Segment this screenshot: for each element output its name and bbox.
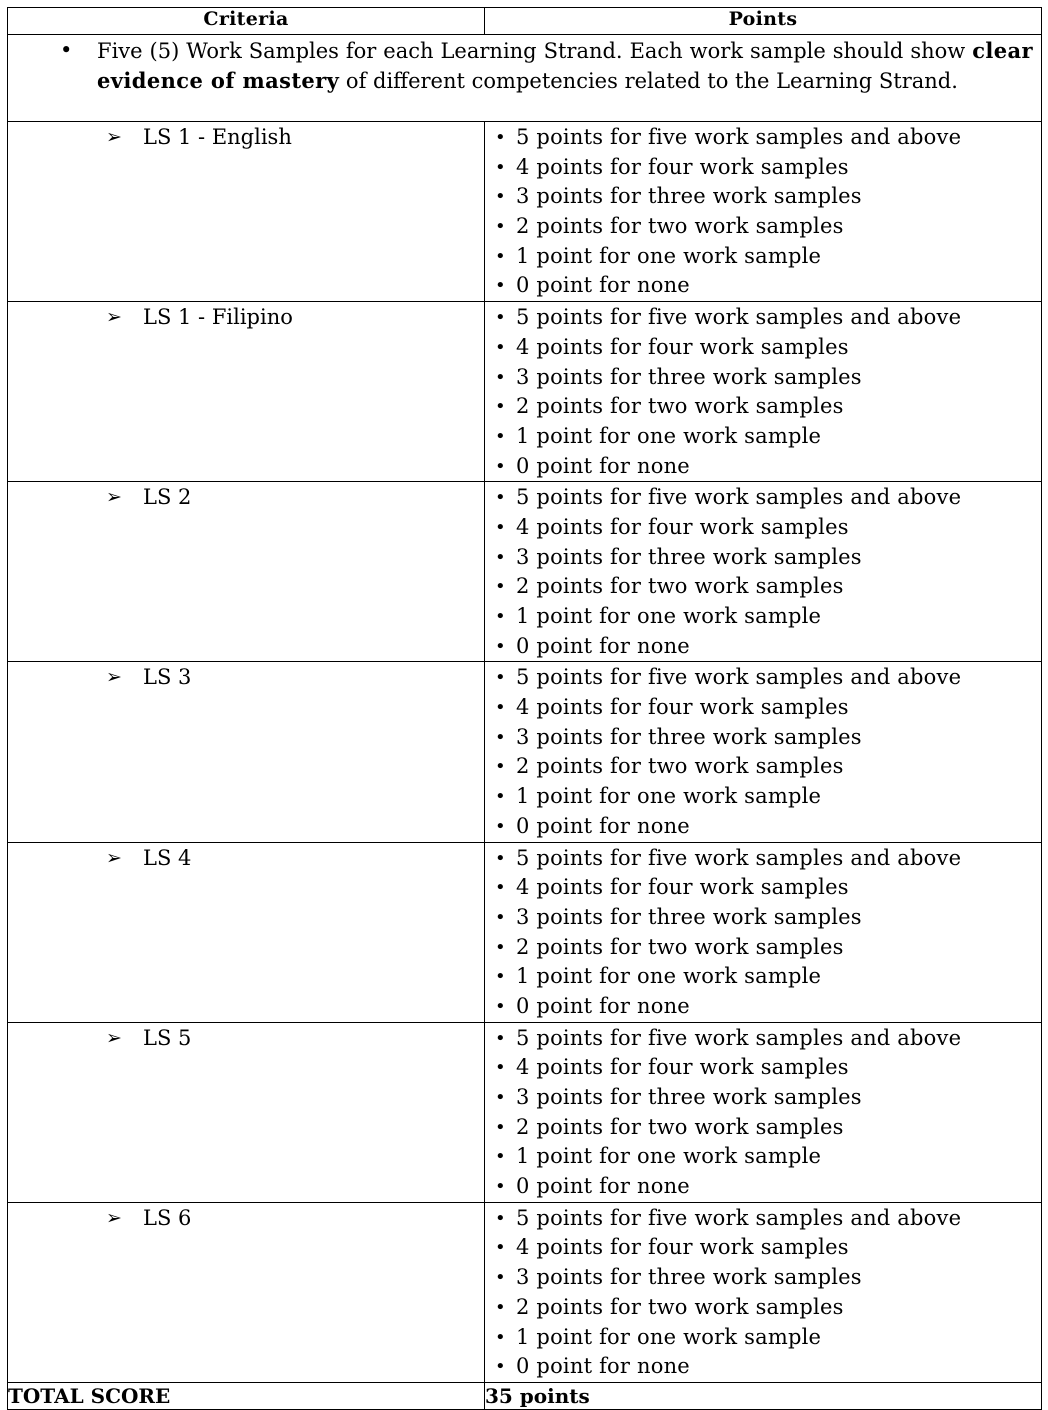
total-score-label: TOTAL SCORE (8, 1382, 485, 1409)
points-item (485, 602, 1041, 632)
points-item (485, 333, 1041, 363)
points-item (485, 1083, 1041, 1113)
points-item (485, 543, 1041, 573)
arrow-bullet-icon: ➢ (106, 306, 122, 329)
points-text: 0 point for none (516, 453, 690, 478)
points-cell (485, 122, 1042, 302)
bullet-icon: • (495, 1356, 506, 1378)
points-item (485, 812, 1041, 842)
arrow-bullet-icon: ➢ (106, 126, 122, 148)
bullet-icon: • (495, 275, 506, 297)
bullet-icon: • (495, 667, 506, 689)
bullet-icon: • (60, 38, 73, 62)
bullet-icon: • (495, 245, 506, 267)
criteria-header: Criteria (8, 8, 485, 35)
points-text: 2 points for two work samples (516, 1294, 844, 1319)
intro-text-bold: clear evidence of mastery (97, 38, 1033, 93)
criteria-label: LS 6 (143, 1205, 192, 1230)
bullet-icon: • (495, 1237, 506, 1259)
bullet-icon: • (495, 366, 506, 388)
points-cell (485, 482, 1042, 662)
points-text: 3 points for three work samples (516, 184, 862, 209)
points-text: 5 points for five work samples and above (516, 485, 962, 510)
criteria-cell (8, 302, 485, 482)
bullet-icon: • (495, 1146, 506, 1168)
points-text: 0 point for none (516, 813, 690, 838)
criteria-item (8, 843, 484, 873)
criteria-row (8, 302, 1042, 482)
points-item (485, 933, 1041, 963)
criteria-cell (8, 1202, 485, 1382)
points-text: 5 points for five work samples and above (516, 125, 962, 149)
bullet-icon: • (495, 847, 506, 869)
points-item (485, 422, 1041, 452)
points-cell (485, 1202, 1042, 1382)
bullet-icon: • (495, 936, 506, 958)
criteria-cell (8, 1022, 485, 1202)
bullet-icon: • (495, 1326, 506, 1348)
points-item (485, 182, 1041, 212)
bullet-icon: • (495, 156, 506, 178)
points-text: 3 points for three work samples (516, 904, 862, 929)
points-item (485, 663, 1041, 693)
points-item (485, 153, 1041, 183)
arrow-bullet-icon: ➢ (106, 486, 122, 509)
total-row (8, 1382, 1042, 1409)
bullet-icon: • (495, 726, 506, 748)
header-row (8, 8, 1042, 35)
rubric-table (7, 7, 1042, 1410)
points-item (485, 1113, 1041, 1143)
points-text: 5 points for five work samples and above (516, 845, 962, 870)
points-text: 2 points for two work samples (516, 1114, 844, 1139)
points-cell (485, 842, 1042, 1022)
criteria-row (8, 122, 1042, 302)
points-text: 2 points for two work samples (516, 754, 844, 779)
points-cell (485, 662, 1042, 842)
intro-text-after: of different competencies related to the Learning Strand. (339, 69, 958, 93)
criteria-label: LS 4 (143, 845, 192, 870)
criteria-row (8, 842, 1042, 1022)
total-score-value: 35 points (485, 1382, 1042, 1409)
points-item (485, 903, 1041, 933)
arrow-bullet-icon: ➢ (106, 1026, 122, 1049)
criteria-item (8, 482, 484, 512)
bullet-icon: • (495, 455, 506, 477)
bullet-icon: • (495, 576, 506, 598)
bullet-icon: • (495, 425, 506, 447)
points-text: 1 point for one work sample (516, 784, 822, 809)
points-text: 3 points for three work samples (516, 724, 862, 749)
criteria-row (8, 482, 1042, 662)
points-text: 4 points for four work samples (516, 1235, 849, 1260)
criteria-item (8, 1023, 484, 1053)
criteria-label: LS 2 (143, 485, 192, 510)
points-item (485, 844, 1041, 874)
bullet-icon: • (495, 966, 506, 988)
points-item (485, 1263, 1041, 1293)
points-text: 2 points for two work samples (516, 394, 844, 419)
points-header: Points (485, 8, 1042, 35)
bullet-icon: • (495, 906, 506, 928)
criteria-label: LS 5 (143, 1025, 192, 1050)
bullet-icon: • (495, 1027, 506, 1049)
bullet-icon: • (495, 487, 506, 509)
points-item (485, 873, 1041, 903)
points-text: 3 points for three work samples (516, 364, 862, 389)
points-text: 0 point for none (516, 1174, 690, 1199)
points-text: 4 points for four work samples (516, 154, 849, 179)
bullet-icon: • (495, 995, 506, 1017)
bullet-icon: • (495, 877, 506, 899)
points-item (485, 1233, 1041, 1263)
points-list (485, 482, 1041, 661)
arrow-bullet-icon: ➢ (106, 1206, 122, 1229)
points-text: 0 point for none (516, 993, 690, 1018)
criteria-label: LS 3 (143, 665, 192, 690)
intro-cell (8, 35, 1042, 122)
points-list (485, 302, 1041, 481)
bullet-icon: • (495, 606, 506, 627)
bullet-icon: • (495, 1207, 506, 1229)
points-text: 1 point for one work sample (516, 964, 822, 989)
points-item (485, 752, 1041, 782)
criteria-item (8, 302, 484, 332)
arrow-bullet-icon: ➢ (106, 846, 122, 869)
points-item (485, 1352, 1041, 1382)
points-item (485, 1323, 1041, 1353)
points-text: 3 points for three work samples (516, 1085, 862, 1109)
bullet-icon: • (495, 697, 506, 719)
bullet-icon: • (495, 186, 506, 208)
points-text: 4 points for four work samples (516, 1055, 849, 1080)
criteria-item (8, 1203, 484, 1233)
bullet-icon: • (495, 815, 506, 837)
bullet-icon: • (495, 635, 506, 657)
points-item (485, 723, 1041, 753)
bullet-icon: • (495, 546, 506, 568)
criteria-row (8, 662, 1042, 842)
bullet-icon: • (495, 216, 506, 238)
points-item (485, 1142, 1041, 1172)
criteria-item (8, 122, 484, 152)
criteria-cell (8, 122, 485, 302)
points-item (485, 303, 1041, 333)
bullet-icon: • (495, 1267, 506, 1289)
points-item (485, 1172, 1041, 1202)
points-cell (485, 302, 1042, 482)
points-list (485, 843, 1041, 1022)
intro-text (97, 39, 1033, 93)
points-item (485, 1024, 1041, 1054)
points-item (485, 452, 1041, 482)
bullet-icon: • (495, 396, 506, 418)
points-text: 1 point for one work sample (516, 243, 822, 268)
points-text: 5 points for five work samples and above (516, 1205, 962, 1230)
bullet-icon: • (495, 786, 506, 808)
points-text: 1 point for one work sample (516, 1324, 822, 1349)
points-item (485, 962, 1041, 992)
bullet-icon: • (495, 756, 506, 778)
points-text: 4 points for four work samples (516, 695, 849, 720)
points-item (485, 632, 1041, 662)
rubric-body (8, 35, 1042, 1383)
points-text: 4 points for four work samples (516, 514, 849, 539)
points-item (485, 572, 1041, 602)
points-cell (485, 1022, 1042, 1202)
points-text: 2 points for two work samples (516, 214, 844, 239)
points-text: 2 points for two work samples (516, 934, 844, 959)
points-item (485, 513, 1041, 543)
points-text: 3 points for three work samples (516, 544, 862, 569)
points-text: 1 point for one work sample (516, 423, 822, 448)
criteria-cell (8, 662, 485, 842)
points-item (485, 123, 1041, 153)
intro-row (8, 35, 1042, 122)
bullet-icon: • (495, 1116, 506, 1138)
points-item (485, 271, 1041, 301)
bullet-icon: • (495, 1087, 506, 1108)
criteria-cell (8, 842, 485, 1022)
points-text: 3 points for three work samples (516, 1265, 862, 1290)
bullet-icon: • (495, 336, 506, 358)
bullet-icon: • (495, 1176, 506, 1198)
criteria-row (8, 1202, 1042, 1382)
rubric-page (7, 7, 1041, 1410)
points-list (485, 1023, 1041, 1202)
bullet-icon: • (495, 127, 506, 148)
points-item (485, 1204, 1041, 1234)
points-item (485, 992, 1041, 1022)
intro-wrap (8, 35, 1041, 96)
points-list (485, 662, 1041, 841)
bullet-icon: • (495, 1296, 506, 1318)
points-item (485, 363, 1041, 393)
points-list (485, 1203, 1041, 1382)
points-item (485, 782, 1041, 812)
intro-text-before: Five (5) Work Samples for each Learning Strand. Each work sample should show (97, 39, 973, 63)
points-text: 2 points for two work samples (516, 574, 844, 599)
points-text: 1 point for one work sample (516, 1144, 822, 1169)
bullet-icon: • (495, 307, 506, 329)
points-text: 5 points for five work samples and above (516, 305, 962, 330)
criteria-label: LS 1 - Filipino (143, 305, 293, 330)
arrow-bullet-icon: ➢ (106, 666, 122, 689)
criteria-label: LS 1 - English (143, 125, 292, 149)
points-text: 4 points for four work samples (516, 334, 849, 359)
points-item (485, 1053, 1041, 1083)
criteria-item (8, 662, 484, 692)
points-item (485, 483, 1041, 513)
points-text: 1 point for one work sample (516, 604, 822, 628)
points-item (485, 392, 1041, 422)
points-text: 0 point for none (516, 273, 690, 298)
points-text: 4 points for four work samples (516, 875, 849, 900)
points-item (485, 242, 1041, 272)
points-text: 0 point for none (516, 633, 690, 658)
criteria-row (8, 1022, 1042, 1202)
points-text: 5 points for five work samples and above (516, 1025, 962, 1050)
points-item (485, 1293, 1041, 1323)
points-text: 5 points for five work samples and above (516, 665, 962, 690)
points-text: 0 point for none (516, 1354, 690, 1379)
bullet-icon: • (495, 1057, 506, 1079)
criteria-cell (8, 482, 485, 662)
bullet-icon: • (495, 516, 506, 538)
points-item (485, 693, 1041, 723)
points-list (485, 122, 1041, 301)
points-item (485, 212, 1041, 242)
